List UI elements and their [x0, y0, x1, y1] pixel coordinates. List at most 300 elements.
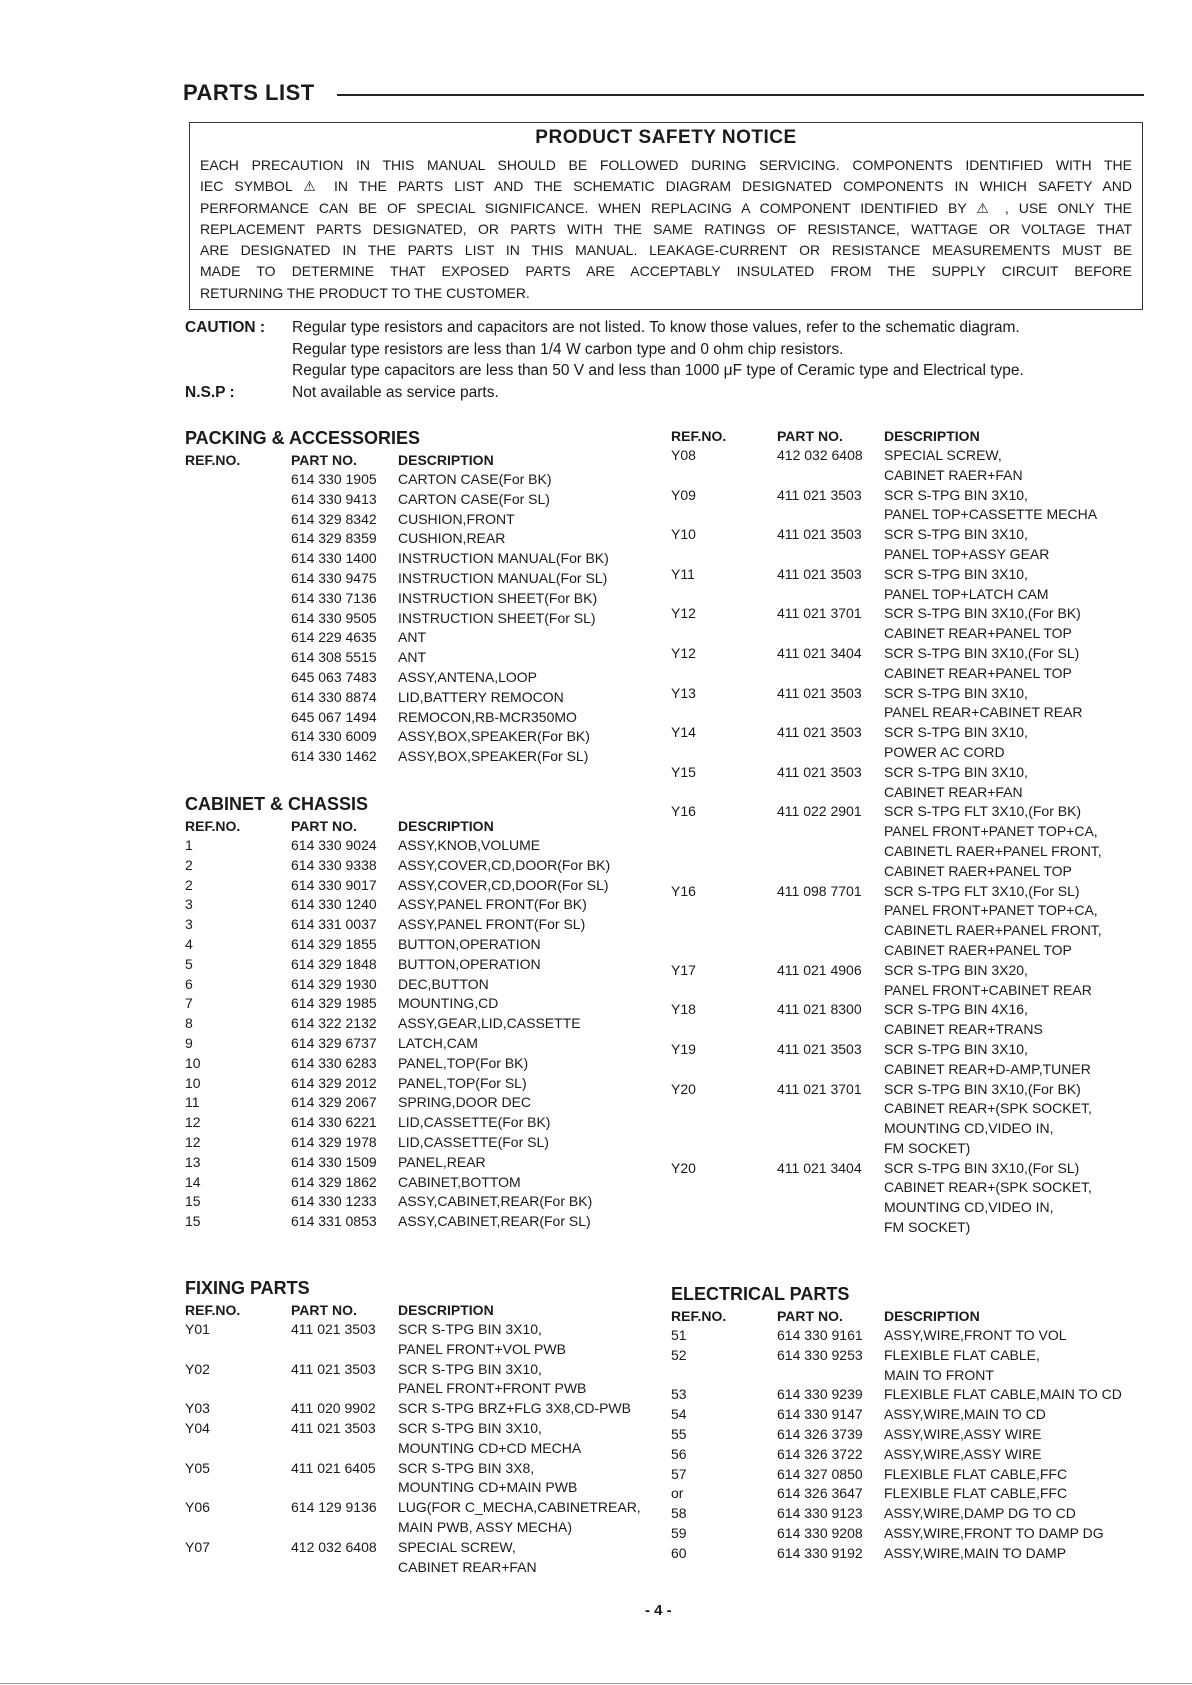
description-cell: SCR S-TPG FLT 3X10,(For BK)	[884, 803, 1082, 820]
part-no-cell: 411 021 3503	[291, 1321, 376, 1337]
ref-no-cell: 3	[185, 916, 193, 933]
ref-no-cell: Y12	[671, 644, 696, 661]
description-cell: MOUNTING CD+CD MECHA	[398, 1439, 582, 1456]
table-row	[671, 1099, 1151, 1119]
table-row	[185, 609, 645, 629]
description-cell: ASSY,WIRE,FRONT TO VOL	[884, 1327, 1067, 1343]
description-cell: FLEXIBLE FLAT CABLE,	[884, 1346, 1040, 1363]
description-cell: CABINET REAR+PANEL TOP	[884, 664, 1072, 681]
header-ref: REF.NO.	[185, 817, 241, 834]
table-row	[185, 1399, 645, 1419]
ref-no-cell: Y16	[671, 803, 696, 820]
description-cell: FLEXIBLE FLAT CABLE,FFC	[884, 1465, 1068, 1482]
ref-no-cell: or	[671, 1485, 684, 1502]
fixing-cont-rows	[671, 446, 1151, 1238]
part-no-cell: 614 331 0853	[291, 1213, 377, 1230]
table-row	[185, 529, 645, 549]
table-row	[185, 1439, 645, 1459]
description-cell: ANT	[398, 649, 426, 666]
safety-notice-text	[200, 155, 1132, 304]
column-header	[185, 450, 645, 470]
description-cell: CABINET RAER+PANEL TOP	[884, 862, 1072, 879]
table-row	[671, 1326, 1151, 1346]
description-cell: POWER AC CORD	[884, 743, 1005, 760]
section-gap	[185, 767, 645, 792]
description-cell: FLEXIBLE FLAT CABLE,FFC	[884, 1485, 1068, 1502]
description-cell: FM SOCKET)	[884, 1219, 971, 1236]
description-cell: BUTTON,OPERATION	[398, 935, 541, 952]
table-row	[671, 1405, 1151, 1425]
part-no-cell: 411 021 3503	[777, 486, 862, 503]
table-row	[671, 446, 1151, 466]
ref-no-cell: Y14	[671, 724, 696, 741]
table-row	[671, 783, 1151, 803]
part-no-cell: 411 021 3503	[777, 1040, 862, 1057]
table-row	[671, 1159, 1151, 1179]
ref-no-cell: 5	[185, 955, 193, 972]
ref-no-cell: 15	[185, 1193, 201, 1210]
ref-no-cell: Y04	[185, 1419, 210, 1436]
ref-no-cell: 53	[671, 1386, 687, 1403]
description-cell: CABINET REAR+(SPK SOCKET,	[884, 1100, 1092, 1117]
table-row	[185, 895, 645, 915]
right-column-bottom	[671, 1282, 1151, 1564]
header-part: PART NO.	[291, 817, 357, 834]
ref-no-cell: Y10	[671, 526, 696, 543]
header-ref: REF.NO.	[185, 452, 241, 468]
ref-no-cell: 12	[185, 1133, 201, 1150]
header-part: PART NO.	[291, 1302, 357, 1318]
table-row	[185, 1014, 645, 1034]
ref-no-cell: Y18	[671, 1001, 696, 1018]
part-no-cell: 614 329 1978	[291, 1133, 377, 1150]
ref-no-cell: 13	[185, 1153, 201, 1170]
ref-no-cell: Y03	[185, 1400, 210, 1417]
description-cell: DEC,BUTTON	[398, 975, 489, 992]
description-cell: PANEL,TOP(For BK)	[398, 1054, 529, 1071]
part-no-cell: 614 330 9024	[291, 836, 377, 853]
part-no-cell: 411 098 7701	[777, 882, 862, 899]
part-no-cell: 614 330 9161	[777, 1327, 863, 1343]
table-row	[185, 994, 645, 1014]
ref-no-cell: 15	[185, 1213, 201, 1230]
table-row	[671, 1000, 1151, 1020]
part-no-cell: 411 021 3404	[777, 644, 862, 661]
part-no-cell: 411 021 8300	[777, 1001, 862, 1018]
ref-no-cell: 10	[185, 1054, 201, 1071]
part-no-cell: 411 021 3503	[777, 684, 862, 701]
notice-line: MADE TO DETERMINE THAT EXPOSED PARTS ARE ACCEPTABLY INSULATED FROM THE SUPPLY CIRCUIT BEFORE	[200, 263, 1132, 280]
ref-no-cell: 60	[671, 1544, 687, 1561]
table-row	[671, 882, 1151, 902]
table-row	[671, 565, 1151, 585]
notice-line: ARE DESIGNATED IN THE PARTS LIST IN THIS MANUAL. LEAKAGE-CURRENT OR RESISTANCE MEASUREMENTS MUST BE	[200, 242, 1132, 259]
description-cell: SCR S-TPG BIN 4X16,	[884, 1001, 1028, 1018]
section-title-packing: PACKING & ACCESSORIES	[185, 428, 421, 448]
part-no-cell: 614 129 9136	[291, 1499, 377, 1516]
description-cell: SCR S-TPG BIN 3X10,	[398, 1321, 542, 1337]
part-no-cell: 614 330 7136	[291, 589, 377, 606]
description-cell: SCR S-TPG BIN 3X10,	[884, 724, 1028, 741]
table-row	[185, 1054, 645, 1074]
table-row	[185, 688, 645, 708]
safety-notice-box	[189, 122, 1143, 310]
table-row	[185, 1153, 645, 1173]
part-no-cell: 411 021 3503	[777, 565, 862, 582]
ref-no-cell: Y19	[671, 1040, 696, 1057]
part-no-cell: 614 330 1400	[291, 550, 377, 567]
part-no-cell: 411 022 2901	[777, 803, 862, 820]
notice-line: PERFORMANCE CAN BE OF SPECIAL SIGNIFICANCE. WHEN REPLACING A COMPONENT IDENTIFIED BY ⚠ , USE ONLY THE	[200, 199, 1132, 216]
table-row	[671, 585, 1151, 605]
part-no-cell: 614 330 9208	[777, 1524, 863, 1541]
part-no-cell: 614 329 8359	[291, 530, 377, 547]
ref-no-cell: 9	[185, 1034, 193, 1051]
part-no-cell: 614 330 9017	[291, 876, 377, 893]
table-row	[185, 1133, 645, 1153]
caution-text: Regular type resistors are less than 1/4 W carbon type and 0 ohm chip resistors.	[292, 341, 844, 358]
nsp-text: Not available as service parts.	[292, 384, 499, 401]
table-row	[185, 1419, 645, 1439]
description-cell: PANEL FRONT+CABINET REAR	[884, 981, 1092, 998]
description-cell: SCR S-TPG BIN 3X10,(For SL)	[884, 644, 1080, 661]
description-cell: CABINET REAR+D-AMP,TUNER	[884, 1060, 1091, 1077]
table-row	[185, 569, 645, 589]
table-row	[185, 727, 645, 747]
table-row	[185, 1212, 645, 1232]
description-cell: SCR S-TPG BIN 3X10,	[884, 526, 1028, 543]
description-cell: CABINET,BOTTOM	[398, 1173, 521, 1190]
table-row	[185, 648, 645, 668]
safety-notice-title: PRODUCT SAFETY NOTICE	[535, 127, 797, 148]
description-cell: SCR S-TPG BIN 3X10,	[884, 565, 1028, 582]
table-row	[185, 1478, 645, 1498]
description-cell: ASSY,WIRE,ASSY WIRE	[884, 1445, 1042, 1462]
part-no-cell: 411 021 3503	[777, 526, 862, 543]
part-no-cell: 645 063 7483	[291, 668, 377, 685]
description-cell: CABINET REAR+(SPK SOCKET,	[884, 1179, 1092, 1196]
part-no-cell: 614 330 6221	[291, 1114, 377, 1131]
part-no-cell: 614 330 1462	[291, 748, 377, 765]
description-cell: BUTTON,OPERATION	[398, 955, 541, 972]
ref-no-cell: 1	[185, 836, 193, 853]
part-no-cell: 614 322 2132	[291, 1015, 377, 1032]
ref-no-cell: 57	[671, 1465, 687, 1482]
table-row	[671, 624, 1151, 644]
notice-line: REPLACEMENT PARTS DESIGNATED, OR PARTS WITH THE SAME RATINGS OF RESISTANCE, WATTAGE OR VOLTAGE THAT	[200, 220, 1132, 237]
part-no-cell: 411 021 3503	[777, 724, 862, 741]
description-cell: MOUNTING CD,VIDEO IN,	[884, 1199, 1054, 1216]
description-cell: PANEL TOP+LATCH CAM	[884, 585, 1049, 602]
description-cell: ASSY,COVER,CD,DOOR(For BK)	[398, 856, 611, 873]
table-row	[671, 981, 1151, 1001]
description-cell: ASSY,WIRE,DAMP DG TO CD	[884, 1505, 1076, 1522]
table-row	[671, 604, 1151, 624]
table-row	[671, 901, 1151, 921]
description-cell: LUG(FOR C_MECHA,CABINETREAR,	[398, 1499, 641, 1516]
table-row	[671, 525, 1151, 545]
description-cell: CUSHION,FRONT	[398, 510, 515, 527]
description-cell: CABINET RAER+PANEL TOP	[884, 941, 1072, 958]
ref-no-cell: 58	[671, 1505, 687, 1522]
part-no-cell: 411 021 4906	[777, 961, 862, 978]
description-cell: PANEL TOP+CASSETTE MECHA	[884, 506, 1098, 523]
description-cell: SCR S-TPG BIN 3X10,(For SL)	[884, 1159, 1080, 1176]
description-cell: LID,CASSETTE(For SL)	[398, 1133, 549, 1150]
table-row	[185, 589, 645, 609]
part-no-cell: 614 330 9123	[777, 1505, 863, 1522]
part-no-cell: 411 021 3701	[777, 605, 862, 622]
ref-no-cell: 54	[671, 1406, 687, 1423]
ref-no-cell: 4	[185, 935, 193, 952]
ref-no-cell: Y20	[671, 1159, 696, 1176]
notice-line: RETURNING THE PRODUCT TO THE CUSTOMER.	[200, 284, 530, 301]
table-row	[671, 802, 1151, 822]
notice-line: EACH PRECAUTION IN THIS MANUAL SHOULD BE FOLLOWED DURING SERVICING. COMPONENTS IDENTIFIED WITH THE	[200, 157, 1132, 173]
table-row	[185, 490, 645, 510]
part-no-cell: 614 330 9413	[291, 490, 377, 507]
table-row	[671, 763, 1151, 783]
header-desc: DESCRIPTION	[398, 817, 494, 834]
table-row	[671, 1080, 1151, 1100]
description-cell: FM SOCKET)	[884, 1139, 971, 1156]
description-cell: SCR S-TPG FLT 3X10,(For SL)	[884, 882, 1080, 899]
description-cell: CABINET REAR+FAN	[398, 1558, 537, 1575]
description-cell: CUSHION,REAR	[398, 530, 506, 547]
left-column-top	[185, 426, 645, 1232]
notice-line: IEC SYMBOL ⚠ IN THE PARTS LIST AND THE SCHEMATIC DIAGRAM DESIGNATED COMPONENTS IN WHICH SAFETY AND	[200, 178, 1132, 195]
table-row	[185, 876, 645, 896]
description-cell: ASSY,ANTENA,LOOP	[398, 668, 538, 685]
title-rule	[337, 94, 1144, 96]
part-no-cell: 411 020 9902	[291, 1400, 376, 1417]
column-header	[671, 1306, 1151, 1326]
description-cell: SCR S-TPG BIN 3X10,	[884, 684, 1028, 701]
description-cell: PANEL FRONT+PANET TOP+CA,	[884, 823, 1098, 840]
description-cell: CABINET REAR+FAN	[884, 783, 1023, 800]
header-desc: DESCRIPTION	[398, 452, 494, 468]
part-no-cell: 412 032 6408	[777, 447, 863, 463]
part-no-cell: 645 067 1494	[291, 708, 377, 725]
table-row	[185, 470, 645, 490]
table-row	[671, 703, 1151, 723]
description-cell: MOUNTING CD+MAIN PWB	[398, 1479, 578, 1496]
ref-no-cell: Y07	[185, 1538, 210, 1555]
ref-no-cell: 11	[185, 1094, 200, 1111]
table-row	[185, 1034, 645, 1054]
ref-no-cell: 12	[185, 1114, 201, 1131]
description-cell: INSTRUCTION MANUAL(For SL)	[398, 569, 608, 586]
table-row	[185, 1518, 645, 1538]
table-row	[671, 822, 1151, 842]
header-desc: DESCRIPTION	[398, 1302, 494, 1318]
table-row	[671, 1020, 1151, 1040]
description-cell: ASSY,WIRE,ASSY WIRE	[884, 1425, 1042, 1442]
description-cell: ASSY,WIRE,MAIN TO CD	[884, 1406, 1046, 1423]
description-cell: SCR S-TPG BIN 3X8,	[398, 1459, 535, 1476]
table-row	[671, 862, 1151, 882]
table-row	[671, 486, 1151, 506]
part-no-cell: 411 021 3503	[291, 1419, 376, 1436]
table-row	[671, 743, 1151, 763]
part-no-cell: 614 327 0850	[777, 1465, 863, 1482]
description-cell: PANEL TOP+ASSY GEAR	[884, 545, 1050, 562]
description-cell: MAIN PWB, ASSY MECHA)	[398, 1518, 572, 1535]
part-no-cell: 614 330 9147	[777, 1406, 863, 1423]
description-cell: SCR S-TPG BIN 3X10,	[884, 763, 1028, 780]
description-cell: ASSY,COVER,CD,DOOR(For SL)	[398, 876, 609, 893]
ref-no-cell: 2	[185, 876, 193, 893]
description-cell: MOUNTING,CD	[398, 995, 499, 1012]
part-no-cell: 614 330 1905	[291, 471, 377, 487]
description-cell: ASSY,GEAR,LID,CASSETTE	[398, 1015, 581, 1032]
header-part: PART NO.	[777, 428, 843, 444]
page-number: - 4 -	[645, 1602, 672, 1619]
part-no-cell: 614 326 3722	[777, 1445, 863, 1462]
table-row	[185, 1113, 645, 1133]
description-cell: ASSY,WIRE,FRONT TO DAMP DG	[884, 1524, 1104, 1541]
description-cell: PANEL,TOP(For SL)	[398, 1074, 527, 1091]
caution-label: CAUTION :	[185, 319, 266, 336]
table-row	[671, 842, 1151, 862]
table-row	[671, 466, 1151, 486]
ref-no-cell: Y15	[671, 763, 696, 780]
header-desc: DESCRIPTION	[884, 428, 980, 444]
description-cell: LID,CASSETTE(For BK)	[398, 1114, 551, 1131]
description-cell: REMOCON,RB-MCR350MO	[398, 708, 577, 725]
electrical-rows	[671, 1326, 1151, 1564]
description-cell: PANEL FRONT+VOL PWB	[398, 1340, 566, 1357]
description-cell: ANT	[398, 629, 426, 646]
ref-no-cell: Y12	[671, 605, 696, 622]
fixing-rows	[185, 1320, 645, 1577]
description-cell: CARTON CASE(For BK)	[398, 471, 552, 487]
table-row	[185, 1320, 645, 1340]
part-no-cell: 614 330 9338	[291, 856, 377, 873]
table-row	[671, 1484, 1151, 1504]
table-row	[671, 1178, 1151, 1198]
right-column-top	[671, 426, 1151, 1238]
table-row	[185, 1093, 645, 1113]
caution-text: Regular type capacitors are less than 50 V and less than 1000 μF type of Ceramic type and Electrical type.	[292, 362, 1024, 379]
part-no-cell: 614 329 1862	[291, 1173, 377, 1190]
table-row	[671, 664, 1151, 684]
table-row	[671, 921, 1151, 941]
page-title: PARTS LIST	[183, 80, 315, 105]
table-row	[185, 1192, 645, 1212]
part-no-cell: 614 329 1855	[291, 935, 377, 952]
ref-no-cell: 8	[185, 1015, 193, 1032]
part-no-cell: 411 021 3503	[291, 1360, 376, 1377]
description-cell: LATCH,CAM	[398, 1034, 478, 1051]
ref-no-cell: Y02	[185, 1360, 210, 1377]
part-no-cell: 614 329 1848	[291, 955, 377, 972]
table-row	[671, 1425, 1151, 1445]
ref-no-cell: 51	[671, 1327, 687, 1343]
table-row	[671, 961, 1151, 981]
table-row	[671, 723, 1151, 743]
description-cell: CABINET RAER+FAN	[884, 466, 1023, 483]
ref-no-cell: 7	[185, 995, 193, 1012]
table-row	[185, 1340, 645, 1360]
ref-no-cell: 6	[185, 975, 193, 992]
table-row	[671, 1060, 1151, 1080]
description-cell: SCR S-TPG BIN 3X10,(For BK)	[884, 605, 1081, 622]
part-no-cell: 614 326 3647	[777, 1485, 863, 1502]
description-cell: MAIN TO FRONT	[884, 1366, 994, 1383]
column-header	[185, 816, 645, 836]
description-cell: CABINETL RAER+PANEL FRONT,	[884, 842, 1102, 859]
part-no-cell: 614 329 2067	[291, 1094, 377, 1111]
part-no-cell: 411 021 6405	[291, 1459, 376, 1476]
table-row	[671, 1218, 1151, 1238]
column-header	[671, 426, 1151, 446]
part-no-cell: 614 329 2012	[291, 1074, 377, 1091]
ref-no-cell: Y09	[671, 486, 696, 503]
table-row	[185, 915, 645, 935]
table-row	[185, 668, 645, 688]
table-row	[671, 1040, 1151, 1060]
description-cell: ASSY,BOX,SPEAKER(For SL)	[398, 748, 589, 765]
table-row	[671, 1139, 1151, 1159]
description-cell: FLEXIBLE FLAT CABLE,MAIN TO CD	[884, 1386, 1122, 1403]
packing-rows	[185, 470, 645, 767]
description-cell: CARTON CASE(For SL)	[398, 490, 550, 507]
description-cell: SPECIAL SCREW,	[398, 1538, 516, 1555]
section-title-cabinet: CABINET & CHASSIS	[185, 793, 369, 814]
ref-no-cell: Y17	[671, 961, 696, 978]
table-row	[671, 545, 1151, 565]
table-row	[185, 1074, 645, 1094]
table-row	[185, 1498, 645, 1518]
column-header	[185, 1300, 645, 1320]
part-no-cell: 614 330 1240	[291, 896, 377, 913]
description-cell: LID,BATTERY REMOCON	[398, 688, 564, 705]
ref-no-cell: Y13	[671, 684, 696, 701]
part-no-cell: 614 330 9475	[291, 569, 377, 586]
header-part: PART NO.	[777, 1308, 843, 1324]
table-row	[185, 1379, 645, 1399]
description-cell: PANEL FRONT+PANET TOP+CA,	[884, 902, 1098, 919]
ref-no-cell: Y05	[185, 1459, 210, 1476]
caution-text: Regular type resistors and capacitors are not listed. To know those values, refer to the schematic diagram.	[292, 319, 1020, 336]
description-cell: ASSY,PANEL FRONT(For SL)	[398, 916, 586, 933]
table-row	[671, 684, 1151, 704]
table-row	[185, 708, 645, 728]
description-cell: SCR S-TPG BIN 3X10,	[398, 1419, 542, 1436]
part-no-cell: 614 330 6283	[291, 1054, 377, 1071]
description-cell: ASSY,CABINET,REAR(For BK)	[398, 1193, 593, 1210]
ref-no-cell: Y06	[185, 1499, 210, 1516]
table-row	[185, 856, 645, 876]
section-title-electrical: ELECTRICAL PARTS	[671, 1284, 850, 1304]
left-column-bottom	[185, 1276, 645, 1577]
part-no-cell: 411 021 3404	[777, 1159, 862, 1176]
table-row	[671, 1346, 1151, 1366]
description-cell: PANEL REAR+CABINET REAR	[884, 704, 1083, 721]
table-row	[185, 1360, 645, 1380]
ref-no-cell: Y20	[671, 1080, 696, 1097]
section-title-fixing: FIXING PARTS	[185, 1278, 310, 1298]
description-cell: SCR S-TPG BIN 3X20,	[884, 961, 1028, 978]
part-no-cell: 614 229 4635	[291, 629, 377, 646]
part-no-cell: 614 330 8874	[291, 688, 377, 705]
description-cell: CABINET REAR+PANEL TOP	[884, 625, 1072, 642]
description-cell: ASSY,BOX,SPEAKER(For BK)	[398, 728, 590, 745]
part-no-cell: 614 329 1930	[291, 975, 377, 992]
header-ref: REF.NO.	[671, 1308, 727, 1324]
ref-no-cell: 14	[185, 1173, 201, 1190]
